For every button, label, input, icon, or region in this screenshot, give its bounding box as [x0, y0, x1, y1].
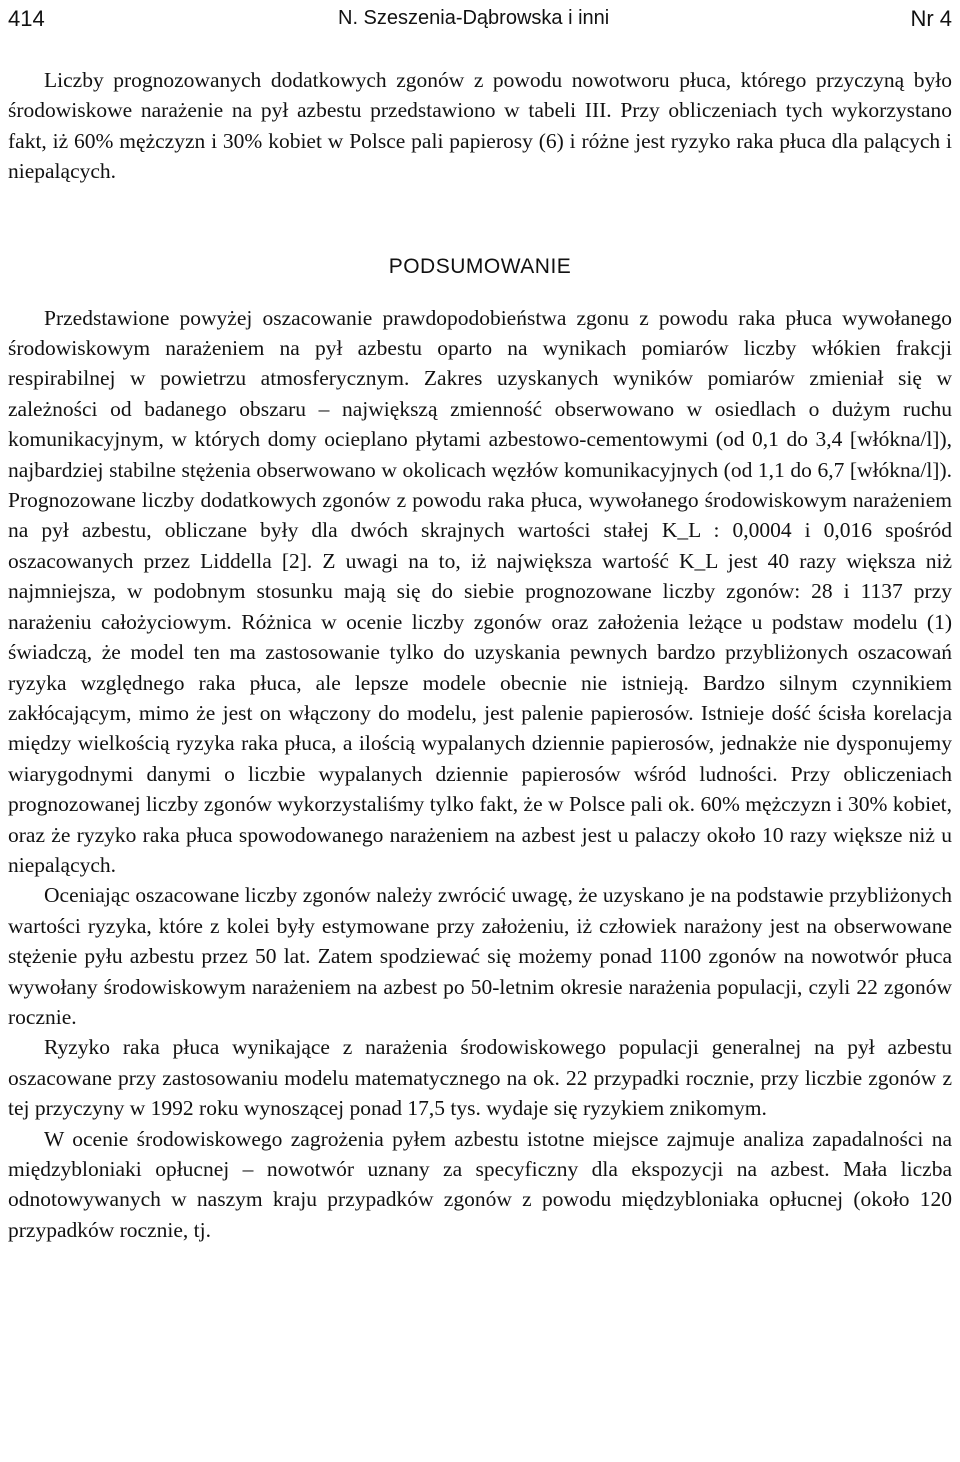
- summary-body: [8, 303, 952, 1246]
- summary-paragraph-3: Ryzyko raka płuca wynikające z narażenia środowiskowego populacji generalnej na pył azbestu oszacowane przy zastosowaniu modelu matematycznego na ok. 22 przypadki rocznie, przy liczbie zgonów z tej przyczyny w 1992 roku wynoszącej ponad 17,5 tys. wydaje się ryzykiem znikomym.: [8, 1035, 952, 1121]
- intro-paragraph: Liczby prognozowanych dodatkowych zgonów z powodu nowotworu płuca, którego przyczyną było środowiskowe narażenie na pył azbestu przedstawiono w tabeli III. Przy obliczeniach tych wykorzystano fakt, iż 60% mężczyzn i 30% kobiet w Polsce pali papierosy (6) i różne jest ryzyko raka płuca dla palących i niepalących.: [8, 68, 952, 184]
- running-header: [8, 0, 952, 40]
- issue-number: Nr 4: [910, 6, 952, 31]
- running-header-authors: N. Szeszenia-Dąbrowska i inni: [338, 7, 610, 29]
- document-page: [8, 0, 952, 1245]
- summary-paragraph-2: Oceniając oszacowane liczby zgonów należy zwrócić uwagę, że uzyskano je na podstawie przybliżonych wartości ryzyka, które z kolei były estymowane przy założeniu, iż człowiek narażony jest na obserwowane stężenie pyłu azbestu przez 50 lat. Zatem spodziewać się możemy ponad 1100 zgonów na nowotwór płuca wywołany środowiskowym narażeniem na azbest po 50-letnim okresie narażenia populacji, czyli 22 zgonów rocznie.: [8, 883, 952, 1029]
- page-number: 414: [8, 6, 45, 31]
- intro-section: [8, 65, 952, 187]
- summary-paragraph-4: W ocenie środowiskowego zagrożenia pyłem azbestu istotne miejsce zajmuje analiza zapadalności na międzybloniaki opłucnej – nowotwór uznany za specyficzny dla ekspozycji na azbest. Mała liczba odnotowywanych w naszym kraju przypadków zgonów z powodu międzybloniaka opłucnej (około 120 przypadków rocznie, tj.: [8, 1126, 952, 1242]
- summary-paragraph-1: Przedstawione powyżej oszacowanie prawdopodobieństwa zgonu z powodu raka płuca wywołanego środowiskowym narażeniem na pył azbestu oparto na wynikach pomiarów liczby włókien frakcji respirabilnej w powietrzu atmosferycznym. Zakres uzyskanych wyników pomiarów zmieniał się w zależności od badanego obszaru – największą zmienność obserwowano w osiedlach o dużym ruchu komunikacyjnym, w których domy ocieplano płytami azbestowo-cementowymi (od 0,1 do 3,4 [włókna/l]), najbardziej stabilne stężenia obserwowano w okolicach węzłów komunikacyjnych (od 1,1 do 6,7 [włókna/l]). Prognozowane liczby dodatkowych zgonów z powodu raka płuca, wywołanego środowiskowym narażeniem na pył azbestu, obliczane były dla dwóch skrajnych wartości stałej K_L : 0,0004 i 0,016 spośród oszacowanych przez Liddella [2]. Z uwagi na to, iż największa wartość K_L jest 40 razy większa niż najmniejsza, w podobnym stosunku mają się do siebie prognozowane liczby zgonów: 28 i 1137 przy narażeniu całożyciowym. Różnica w ocenie liczby zgonów oraz założenia leżące u podstaw modelu (1) świadczą, że model ten ma zastosowanie tylko do uzyskania pewnych bardzo przybliżonych oszacowań ryzyka względnego raka płuca, ale lepsze modele obecnie nie istnieją. Bardzo silnym czynnikiem zakłócającym, mimo że jest on włączony do modelu, jest palenie papierosów. Istnieje dość ścisła korelacja między wielkością ryzyka raka płuca, a ilością wypalanych dziennie papierosów, jednakże nie dysponujemy wiarygodnymi danymi o liczbie wypalanych dziennie papierosów wśród ludności. Przy obliczeniach prognozowanej liczby zgonów wykorzystaliśmy tylko fakt, że w Polsce pali ok. 60% mężczyzn i 30% kobiet, oraz że ryzyko raka płuca spowodowanego narażeniem na azbest jest u palaczy około 10 razy większe niż u niepalących.: [8, 305, 952, 877]
- section-heading: PODSUMOWANIE: [388, 254, 572, 278]
